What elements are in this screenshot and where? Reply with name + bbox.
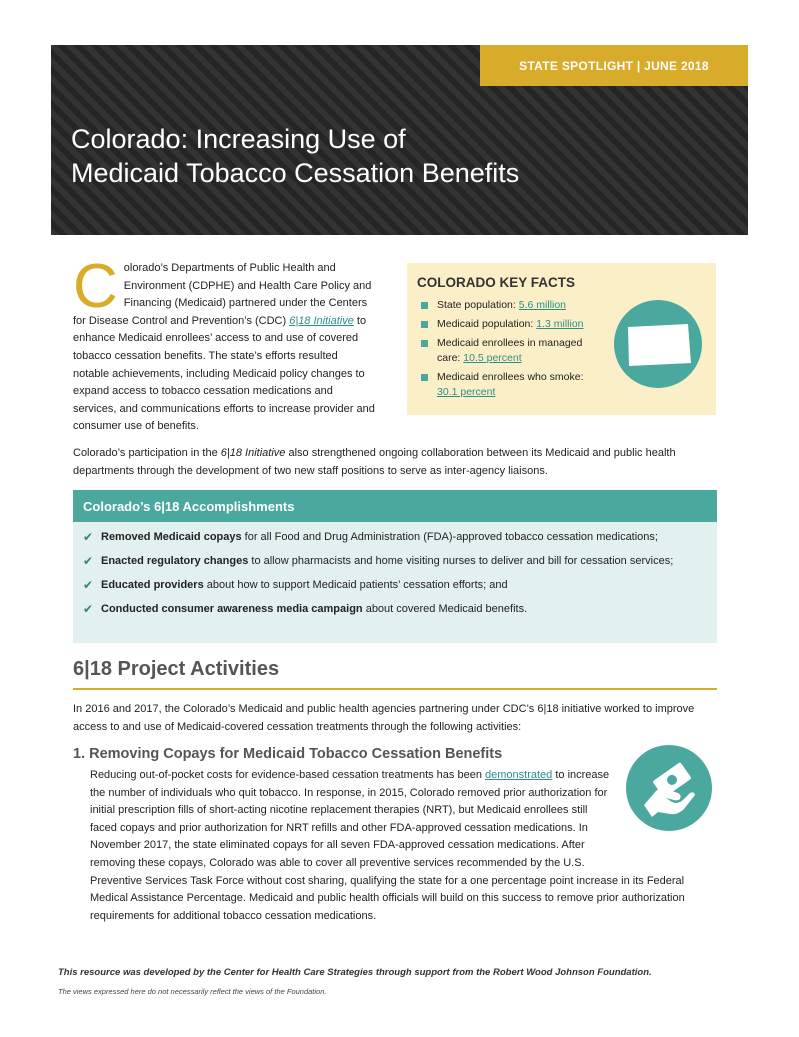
- title-line-1: Colorado: Increasing Use of: [71, 124, 406, 154]
- check-icon: ✔: [83, 554, 94, 568]
- accomplishments-title: Colorado’s 6|18 Accomplishments: [73, 490, 717, 522]
- fact-value-link[interactable]: 10.5 percent: [463, 352, 522, 364]
- fact-value-link[interactable]: 5.6 million: [518, 299, 567, 311]
- intro-paragraph: [73, 252, 376, 436]
- spotlight-badge: STATE SPOTLIGHT | JUNE 2018: [480, 45, 748, 86]
- hand-money-icon: [626, 745, 712, 831]
- accomplishments-list: [73, 522, 717, 616]
- fact-item: Medicaid enrollees in managed care: 10.5 percent: [417, 336, 601, 366]
- intro-text-b: to enhance Medicaid enrollees’ access to and use of covered tobacco cessation benefits. The state’s efforts resulted notable achievements, including Medicaid policy changes to expand access to tobacco cessation medications and services, and communications efforts to increase provider and consumer use of benefits.: [73, 314, 375, 433]
- section-title-activities: 6|18 Project Activities: [73, 658, 717, 690]
- activities-intro: In 2016 and 2017, the Colorado’s Medicaid and public health agencies partnering under CDC’s 6|18 initiative worked to improve access to and use of Medicaid-covered cessation treatments through the following activities:: [73, 703, 695, 733]
- footer-credit: This resource was developed by the Center for Health Care Strategies through support from the Robert Wood Johnson Foundation.: [58, 967, 652, 978]
- bullet-square-icon: [421, 302, 428, 309]
- initiative-link[interactable]: 6|18 Initiative: [289, 314, 354, 327]
- key-facts-title: COLORADO KEY FACTS: [417, 275, 576, 290]
- fact-item: Medicaid enrollees who smoke: 30.1 percent: [417, 370, 601, 400]
- check-icon: ✔: [83, 530, 94, 544]
- accomplishment-item: ✔ Enacted regulatory changes to allow pharmacists and home visiting nurses to deliver and bill for cessation services;: [83, 554, 674, 568]
- bullet-square-icon: [421, 374, 428, 381]
- accomplishments-box: [73, 490, 717, 643]
- check-icon: ✔: [83, 602, 94, 616]
- demonstrated-link[interactable]: demonstrated: [485, 769, 553, 781]
- footer-disclaimer: The views expressed here do not necessarily reflect the views of the Foundation.: [58, 987, 327, 996]
- bullet-square-icon: [421, 321, 428, 328]
- accomplishment-item: ✔ Removed Medicaid copays for all Food and Drug Administration (FDA)-approved tobacco cessation medications;: [83, 530, 658, 544]
- drop-cap: C: [73, 252, 118, 321]
- fact-value-link[interactable]: 1.3 million: [536, 318, 584, 330]
- fact-item: Medicaid population: 1.3 million: [417, 317, 601, 332]
- colorado-state-icon: [614, 300, 702, 388]
- key-facts-list: [417, 298, 601, 400]
- accomplishment-item: ✔ Conducted consumer awareness media campaign about covered Medicaid benefits.: [83, 602, 528, 616]
- fact-item: State population: 5.6 million: [417, 298, 601, 313]
- bullet-square-icon: [421, 340, 428, 347]
- subsection-title: 1. Removing Copays for Medicaid Tobacco Cessation Benefits: [73, 746, 503, 762]
- check-icon: ✔: [83, 578, 94, 592]
- fact-value-link[interactable]: 30.1 percent: [437, 386, 496, 398]
- collaboration-paragraph: Colorado’s participation in the 6|18 Initiative also strengthened ongoing collaboration between its Medicaid and public health departments through the development of two new staff positions to serve as inter-agency liaisons.: [73, 447, 676, 477]
- title-line-2: Medicaid Tobacco Cessation Benefits: [71, 158, 520, 188]
- accomplishment-item: ✔ Educated providers about how to support Medicaid patients’ cessation efforts; and: [83, 578, 508, 592]
- intro-text-a: olorado’s Departments of Public Health and Environment (CDPHE) and Health Care Policy and Financing (Medicaid) partnered under the Centers for Disease Control and Prevention’s (CDC): [73, 262, 372, 327]
- copays-paragraph: Reducing out-of-pocket costs for evidence-based cessation treatments has been demonstrated to increase the number of individuals who quit tobacco. In response, in 2015, Colorado removed prior authorization for initial prescription fills of short-acting nicotine replacement therapies (NRT), but Medicaid enrollees still faced copays and prior authorization for NRT refills and other FDA-approved cessation medications. In November 2017, the state eliminated copays for all seven FDA-approved cessation medications. After removing these copays, Colorado was able to cover all preventive services recommended by the U.S. Preventive Services Task Force without cost sharing, qualifying the state for a one percentage point increase in its Federal Medical Assistance Percentage. Medicaid and public health officials will build on this success to remove prior authorization requirements for additional tobacco cessation medications.: [90, 769, 685, 922]
- page-title: [71, 122, 631, 190]
